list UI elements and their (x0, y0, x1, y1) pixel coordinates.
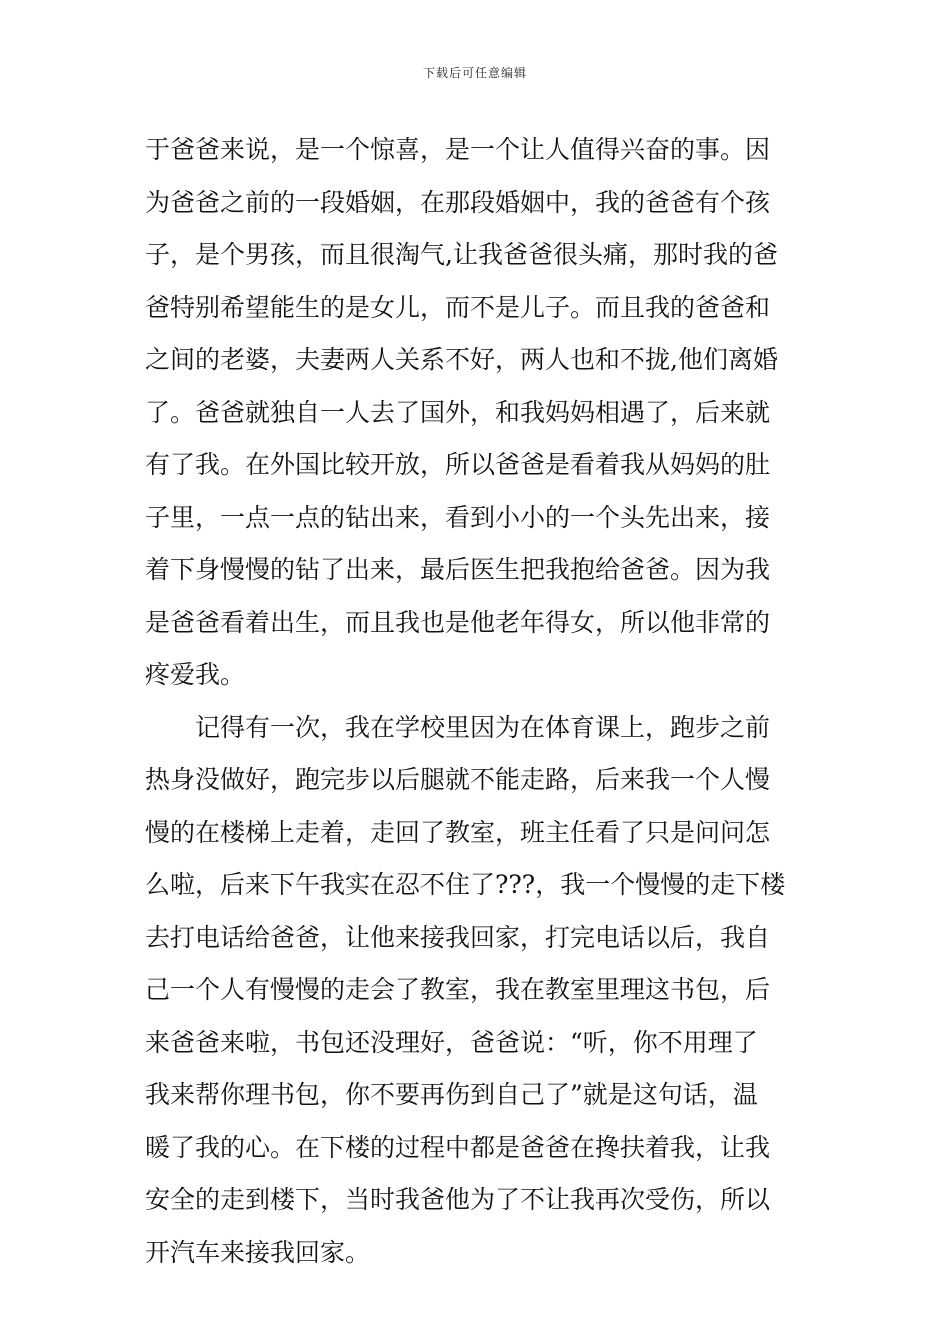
text-line: 记得有一次，我在学校里因为在体育课上，跑步之前 (195, 712, 771, 742)
text-line: 爸特别希望能生的是女儿，而不是儿子。而且我的爸爸和 (145, 292, 771, 322)
text-line: 着下身慢慢的钻了出来，最后医生把我抱给爸爸。因为我 (145, 555, 771, 584)
document-body (145, 124, 805, 1279)
text-line: 暖了我的心。在下楼的过程中都是爸爸在搀扶着我，让我 (145, 1132, 771, 1162)
paragraph-1 (145, 124, 805, 702)
paragraph-2 (145, 702, 805, 1280)
text-line: 开汽车来接我回家。 (145, 1237, 371, 1267)
text-line: 去打电话给爸爸，让他来接我回家，打完电话以后，我自 (145, 922, 771, 952)
text-line: 热身没做好，跑完步以后腿就不能走路，后来我一个人慢 (145, 765, 771, 794)
text-line: 有了我。在外国比较开放，所以爸爸是看着我从妈妈的肚 (145, 450, 771, 479)
text-line: 己一个人有慢慢的走会了教室，我在教室里理这书包，后 (145, 975, 771, 1004)
text-line: 来爸爸来啦，书包还没理好，爸爸说：“听，你不用理了 (145, 1027, 758, 1057)
text-line: 么啦，后来下午我实在忍不住了???，我一个慢慢的走下楼 (145, 870, 786, 899)
text-line: 慢的在楼梯上走着，走回了教室，班主任看了只是问问怎 (145, 817, 771, 847)
text-line: 于爸爸来说，是一个惊喜，是一个让人值得兴奋的事。因 (145, 135, 771, 164)
text-line: 子，是个男孩，而且很淘气,让我爸爸很头痛，那时我的爸 (145, 240, 778, 269)
text-line: 子里，一点一点的钻出来，看到小小的一个头先出来，接 (145, 502, 771, 532)
text-line: 我来帮你理书包，你不要再伤到自己了”就是这句话，温 (145, 1080, 758, 1109)
page-header-note: 下载后可任意编辑 (422, 66, 527, 80)
text-line: 为爸爸之前的一段婚姻，在那段婚姻中，我的爸爸有个孩 (145, 187, 771, 217)
text-line: 之间的老婆，夫妻两人关系不好，两人也和不拢,他们离婚 (145, 345, 778, 374)
text-line: 了。爸爸就独自一人去了国外，和我妈妈相遇了，后来就 (145, 397, 771, 427)
text-line: 安全的走到楼下，当时我爸他为了不让我再次受伤，所以 (145, 1185, 771, 1214)
text-line: 是爸爸看着出生，而且我也是他老年得女，所以他非常的 (145, 607, 771, 637)
text-line: 疼爱我。 (145, 660, 246, 689)
